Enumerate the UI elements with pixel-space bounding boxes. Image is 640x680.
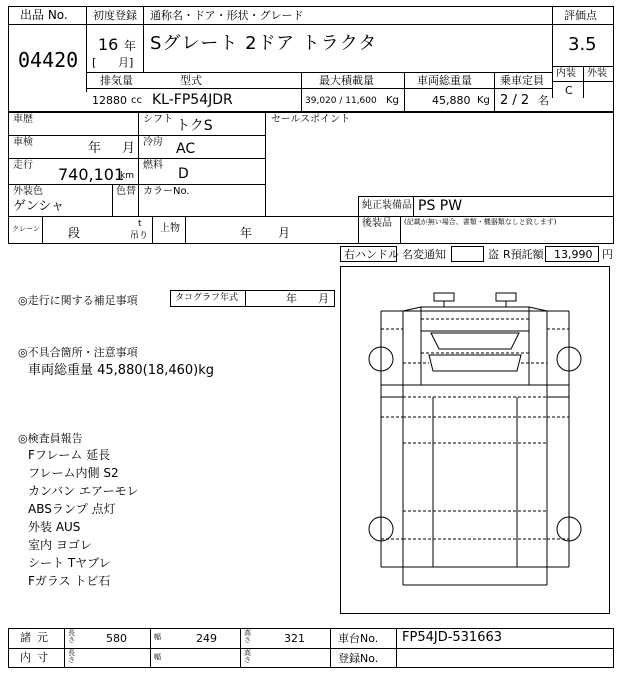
tacho-year: 年	[286, 292, 297, 305]
month-bracket: [	[92, 56, 97, 69]
divider	[8, 135, 265, 136]
capacity-unit: 名	[538, 94, 549, 107]
displacement-value: 12880	[92, 94, 127, 107]
aircon-value: AC	[176, 141, 196, 157]
inspector-line: Fフレーム 延長	[28, 448, 111, 462]
height-label: 高さ	[244, 649, 251, 664]
divider	[150, 628, 151, 668]
fuel-label: 燃料	[143, 160, 163, 171]
divider	[8, 184, 265, 185]
divider	[143, 24, 144, 72]
divider	[245, 290, 246, 307]
divider	[301, 72, 302, 112]
interior-value: C	[565, 84, 573, 97]
color-code-label: 色替	[116, 186, 136, 197]
divider	[8, 216, 614, 217]
genuine-equip-value: PS PW	[418, 198, 463, 214]
inspector-line: カンバン エアーモレ	[28, 484, 139, 498]
color-no-label: カラーNo.	[143, 186, 190, 197]
model-code-value: KL-FP54JDR	[152, 92, 233, 108]
defects-line: 車両総重量 45,880(18,460)kg	[28, 363, 215, 378]
divider	[330, 628, 331, 668]
lot-label: 出品 No.	[20, 8, 68, 22]
defects-title: ◎不具合箇所・注意事項	[18, 346, 138, 359]
inspection-year: 年	[88, 141, 102, 156]
shift-label: シフト	[143, 114, 173, 125]
boarding-year: 年	[240, 226, 253, 240]
divider	[396, 628, 397, 668]
truck-outline-drawing	[341, 267, 609, 613]
divider	[552, 24, 614, 25]
width-label: 幅	[154, 633, 161, 641]
width-label: 幅	[154, 653, 161, 661]
name-change-label: 名変通知	[402, 248, 446, 261]
divider	[583, 66, 584, 98]
divider	[152, 216, 153, 244]
exterior-label: 外装	[587, 68, 607, 79]
driving-title: ◎走行に関する補足事項	[18, 294, 138, 307]
rating-label: 評価点	[564, 9, 597, 22]
reg-label: 登録No.	[338, 652, 379, 665]
history-label: 車歴	[13, 114, 33, 125]
divider	[404, 72, 405, 112]
ext-color-label: 外装色	[13, 186, 43, 197]
ext-color-value: ゲンシャ	[13, 199, 65, 214]
inspector-line: 外装 AUS	[28, 520, 81, 534]
mileage-value: 740,101	[58, 165, 125, 184]
inspector-line: ABSランプ 点灯	[28, 502, 116, 516]
max-load-label: 最大積載量	[319, 74, 374, 87]
aircon-label: 冷房	[143, 137, 163, 148]
dims-label: 諸元	[20, 631, 54, 644]
crane-ton-bottom: 吊り	[130, 231, 149, 241]
divider	[86, 6, 87, 92]
aftermarket-note: (記載が無い場合、書類・機器類なしと致します)	[404, 218, 557, 226]
recycle-deposit-value: 13,990	[554, 248, 593, 261]
divider	[413, 196, 414, 216]
boarding-month: 月	[278, 226, 291, 240]
divider	[265, 112, 266, 216]
tacho-month: 月	[318, 292, 329, 305]
chassis-value: FP54JD-531663	[402, 630, 503, 645]
lot-number: 04420	[18, 48, 79, 72]
divider	[86, 24, 552, 25]
tacho-label: タコグラフ年式	[175, 293, 239, 303]
divider	[185, 216, 186, 244]
crane-ton-top: t	[138, 219, 142, 229]
genuine-equip-label: 純正装備品	[362, 200, 412, 211]
divider	[138, 112, 139, 216]
crane-label: クレーン	[12, 225, 40, 233]
width-value: 249	[196, 632, 217, 645]
divider	[8, 648, 614, 649]
capacity-label: 乗車定員	[500, 74, 544, 87]
model-desc-label: 通称名・ドア・形状・グレード	[150, 9, 304, 22]
length-label: 長さ	[68, 629, 75, 644]
recycle-label: 盗	[488, 248, 499, 261]
height-label: 高さ	[244, 629, 251, 644]
inspector-line: シート Tヤブレ	[28, 556, 111, 570]
year-number: 16	[98, 35, 119, 54]
vehicle-diagram	[340, 266, 610, 614]
capacity-value: 2 / 2	[500, 93, 530, 108]
right-hand-label: 右ハンドル	[344, 248, 399, 261]
first-reg-label: 初度登録	[93, 9, 137, 22]
length-label: 長さ	[68, 649, 75, 664]
fuel-value: D	[178, 166, 189, 182]
month-unit: 月]	[118, 56, 134, 69]
recycle-deposit-unit: 円	[602, 248, 613, 261]
chassis-label: 車台No.	[338, 632, 379, 645]
divider	[358, 196, 614, 197]
shift-value: トクS	[176, 118, 213, 134]
year-unit: 年	[124, 39, 137, 53]
mileage-unit: km	[120, 171, 134, 181]
divider	[494, 72, 495, 112]
displacement-unit: cc	[131, 95, 142, 106]
inspection-label: 車検	[13, 137, 33, 148]
divider	[112, 184, 113, 216]
recycle-deposit-label: R預託額	[503, 248, 544, 261]
inspector-title: ◎検査員報告	[18, 432, 83, 445]
crane-tier: 段	[68, 226, 81, 240]
divider	[552, 6, 553, 98]
length-value: 580	[106, 632, 127, 645]
height-value: 321	[284, 632, 305, 645]
divider	[86, 72, 552, 73]
gross-weight-label: 車両総重量	[417, 74, 472, 87]
interior-label: 内装	[556, 68, 576, 79]
gross-weight-unit: Kg	[477, 95, 490, 106]
displacement-label: 排気量	[100, 74, 133, 87]
boarding-label: 上物	[160, 223, 180, 234]
max-load-value: 39,020 / 11,600	[305, 96, 377, 106]
inspector-line: フレーム内側 S2	[28, 466, 119, 480]
model-name: Sグレート 2ドア トラクタ	[150, 33, 378, 54]
divider	[358, 196, 359, 244]
inspector-line: 室内 ヨゴレ	[28, 538, 92, 552]
model-code-label: 型式	[180, 74, 202, 87]
name-change-box	[451, 246, 484, 262]
gross-weight-value: 45,880	[432, 94, 471, 107]
divider	[8, 158, 265, 159]
selling-points-label: セールスポイント	[271, 114, 351, 125]
interior-dims-label: 内寸	[20, 651, 54, 664]
divider	[64, 628, 65, 668]
divider	[42, 216, 43, 244]
divider	[8, 24, 86, 25]
divider	[400, 216, 401, 244]
divider	[143, 6, 144, 24]
divider	[86, 88, 552, 89]
max-load-unit: Kg	[386, 95, 399, 106]
divider	[240, 628, 241, 668]
inspection-month: 月	[122, 141, 136, 156]
rating-value: 3.5	[568, 34, 597, 55]
inspector-line: Fガラス トビ石	[28, 574, 111, 588]
aftermarket-label: 後装品	[362, 218, 392, 229]
divider	[552, 81, 614, 82]
mileage-label: 走行	[13, 160, 33, 171]
